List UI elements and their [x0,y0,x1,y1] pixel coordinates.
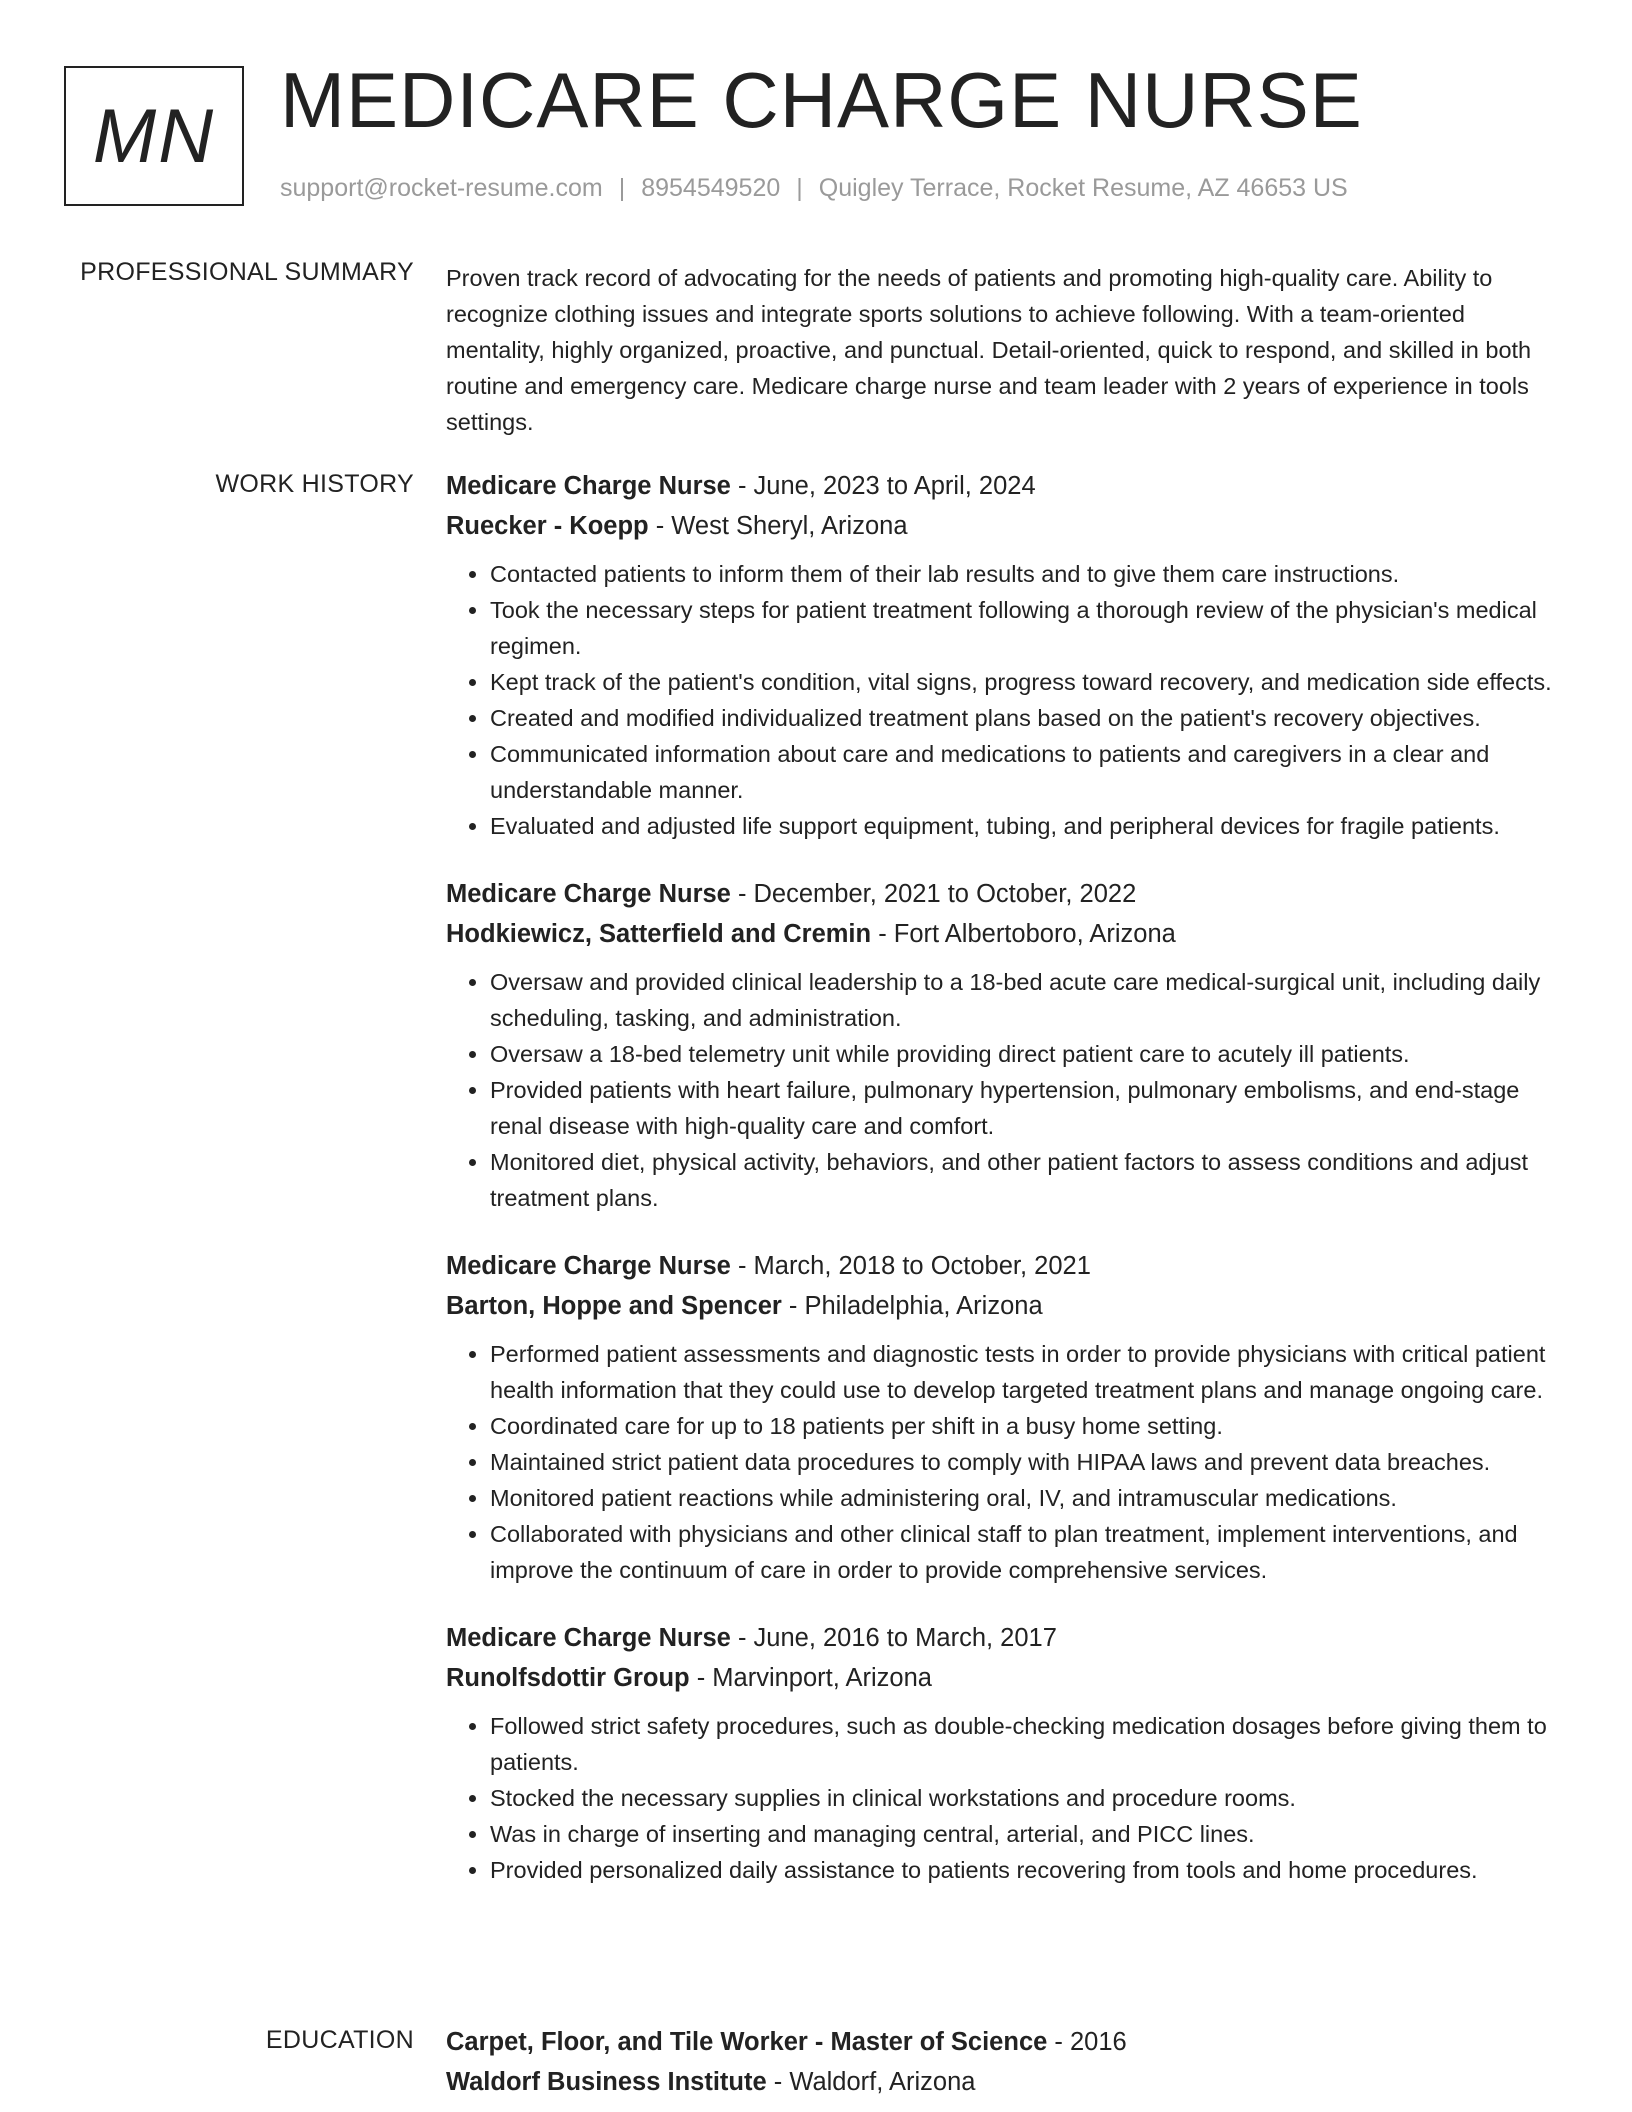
job-bullet: • Provided personalized daily assistance to patients recovering from tools and home procedures. [490,1852,1566,1888]
job-title-line [446,874,1566,914]
work-history-heading: WORK HISTORY [215,470,414,498]
job-bullets [446,964,1566,1216]
job-bullet: • Provided patients with heart failure, pulmonary hypertension, pulmonary embolisms, and end-stage renal disease with high-quality care and comfort. [490,1072,1566,1144]
job-bullet: • Evaluated and adjusted life support equipment, tubing, and peripheral devices for fragile patients. [490,808,1566,844]
job-location: - Marvinport, Arizona [689,1664,932,1692]
job-title-line [446,466,1566,506]
job-bullets [446,556,1566,844]
job-title: Medicare Charge Nurse [446,1624,731,1652]
education-school-line [446,2062,1566,2102]
resume-title: MEDICARE CHARGE NURSE [280,56,1363,144]
job-bullets [446,1336,1566,1588]
job-title: Medicare Charge Nurse [446,1252,731,1280]
job-company-line [446,1286,1566,1326]
job-company: Runolfsdottir Group [446,1664,690,1692]
summary-body [446,260,1566,440]
contact-line [280,174,1348,203]
job-company-line [446,914,1566,954]
job-bullet: • Stocked the necessary supplies in clinical workstations and procedure rooms. [490,1780,1566,1816]
job-company: Hodkiewicz, Satterfield and Cremin [446,920,872,948]
job-title-line [446,1618,1566,1658]
education-year: - 2016 [1047,2028,1127,2056]
education-body [446,2022,1566,2102]
job-bullet: • Maintained strict patient data procedures to comply with HIPAA laws and prevent data breaches. [490,1444,1566,1480]
job-bullet: • Took the necessary steps for patient treatment following a thorough review of the physician's medical regimen. [490,592,1566,664]
job-company-line [446,1658,1566,1698]
job-bullet: • Coordinated care for up to 18 patients per shift in a busy home setting. [490,1408,1566,1444]
education-degree: Carpet, Floor, and Tile Worker - Master of Science [446,2028,1048,2056]
job-dates: - June, 2023 to April, 2024 [730,472,1036,500]
summary-text: Proven track record of advocating for the needs of patients and promoting high-quality care. Ability to recognize clothing issues and integrate sports solutions to achieve following. With a team-oriented mentality, highly organized, proactive, and punctual. Detail-oriented, quick to respond, and skilled in both routine and emergency care. Medicare charge nurse and team leader with 2 years of experience in tools settings. [446,265,1532,435]
job-bullet: • Followed strict safety procedures, such as double-checking medication dosages before giving them to patients. [490,1708,1566,1780]
job-title: Medicare Charge Nurse [446,880,731,908]
job-bullet: • Contacted patients to inform them of their lab results and to give them care instructions. [490,556,1566,592]
contact-address: Quigley Terrace, Rocket Resume, AZ 46653 US [818,174,1348,202]
job-bullet: • Monitored diet, physical activity, behaviors, and other patient factors to assess conditions and adjust treatment plans. [490,1144,1566,1216]
contact-separator: | [796,174,803,202]
job-company: Barton, Hoppe and Spencer [446,1292,782,1320]
contact-separator: | [618,174,626,202]
education-heading: EDUCATION [265,2026,414,2054]
job-bullet: • Communicated information about care and medications to patients and caregivers in a clear and understandable manner. [490,736,1566,808]
job-dates: - March, 2018 to October, 2021 [730,1252,1091,1280]
job-entry [446,1246,1566,1588]
job-title: Medicare Charge Nurse [446,472,731,500]
job-company: Ruecker - Koepp [446,512,649,540]
job-bullet: • Oversaw a 18-bed telemetry unit while providing direct patient care to acutely ill patients. [490,1036,1566,1072]
job-entry [446,466,1566,844]
job-company-line [446,506,1566,546]
summary-heading: PROFESSIONAL SUMMARY [80,258,414,286]
work-history-body [446,466,1566,1918]
job-location: - Philadelphia, Arizona [781,1292,1043,1320]
job-entry [446,874,1566,1216]
job-bullet: • Was in charge of inserting and managing central, arterial, and PICC lines. [490,1816,1566,1852]
job-location: - West Sheryl, Arizona [648,512,908,540]
monogram-badge [64,66,244,206]
education-school: Waldorf Business Institute [446,2068,767,2096]
job-bullet: • Monitored patient reactions while administering oral, IV, and intramuscular medications. [490,1480,1566,1516]
education-location: - Waldorf, Arizona [766,2068,976,2096]
job-bullet: • Oversaw and provided clinical leadership to a 18-bed acute care medical-surgical unit, including daily scheduling, tasking, and administration. [490,964,1566,1036]
job-bullet: • Performed patient assessments and diagnostic tests in order to provide physicians with critical patient health information that they could use to develop targeted treatment plans and manage ongoing care. [490,1336,1566,1408]
monogram-text: MN [92,93,216,179]
job-title-line [446,1246,1566,1286]
job-bullet: • Collaborated with physicians and other clinical staff to plan treatment, implement interventions, and improve the continuum of care in order to provide comprehensive services. [490,1516,1566,1588]
job-dates: - June, 2016 to March, 2017 [730,1624,1057,1652]
job-dates: - December, 2021 to October, 2022 [730,880,1137,908]
job-bullets [446,1708,1566,1888]
job-bullet: • Kept track of the patient's condition, vital signs, progress toward recovery, and medication side effects. [490,664,1566,700]
job-location: - Fort Albertoboro, Arizona [871,920,1176,948]
education-degree-line [446,2022,1566,2062]
contact-phone[interactable]: 8954549520 [641,174,781,202]
contact-email[interactable]: support@rocket-resume.com [280,174,603,202]
job-entry [446,1618,1566,1888]
job-bullet: • Created and modified individualized treatment plans based on the patient's recovery objectives. [490,700,1566,736]
